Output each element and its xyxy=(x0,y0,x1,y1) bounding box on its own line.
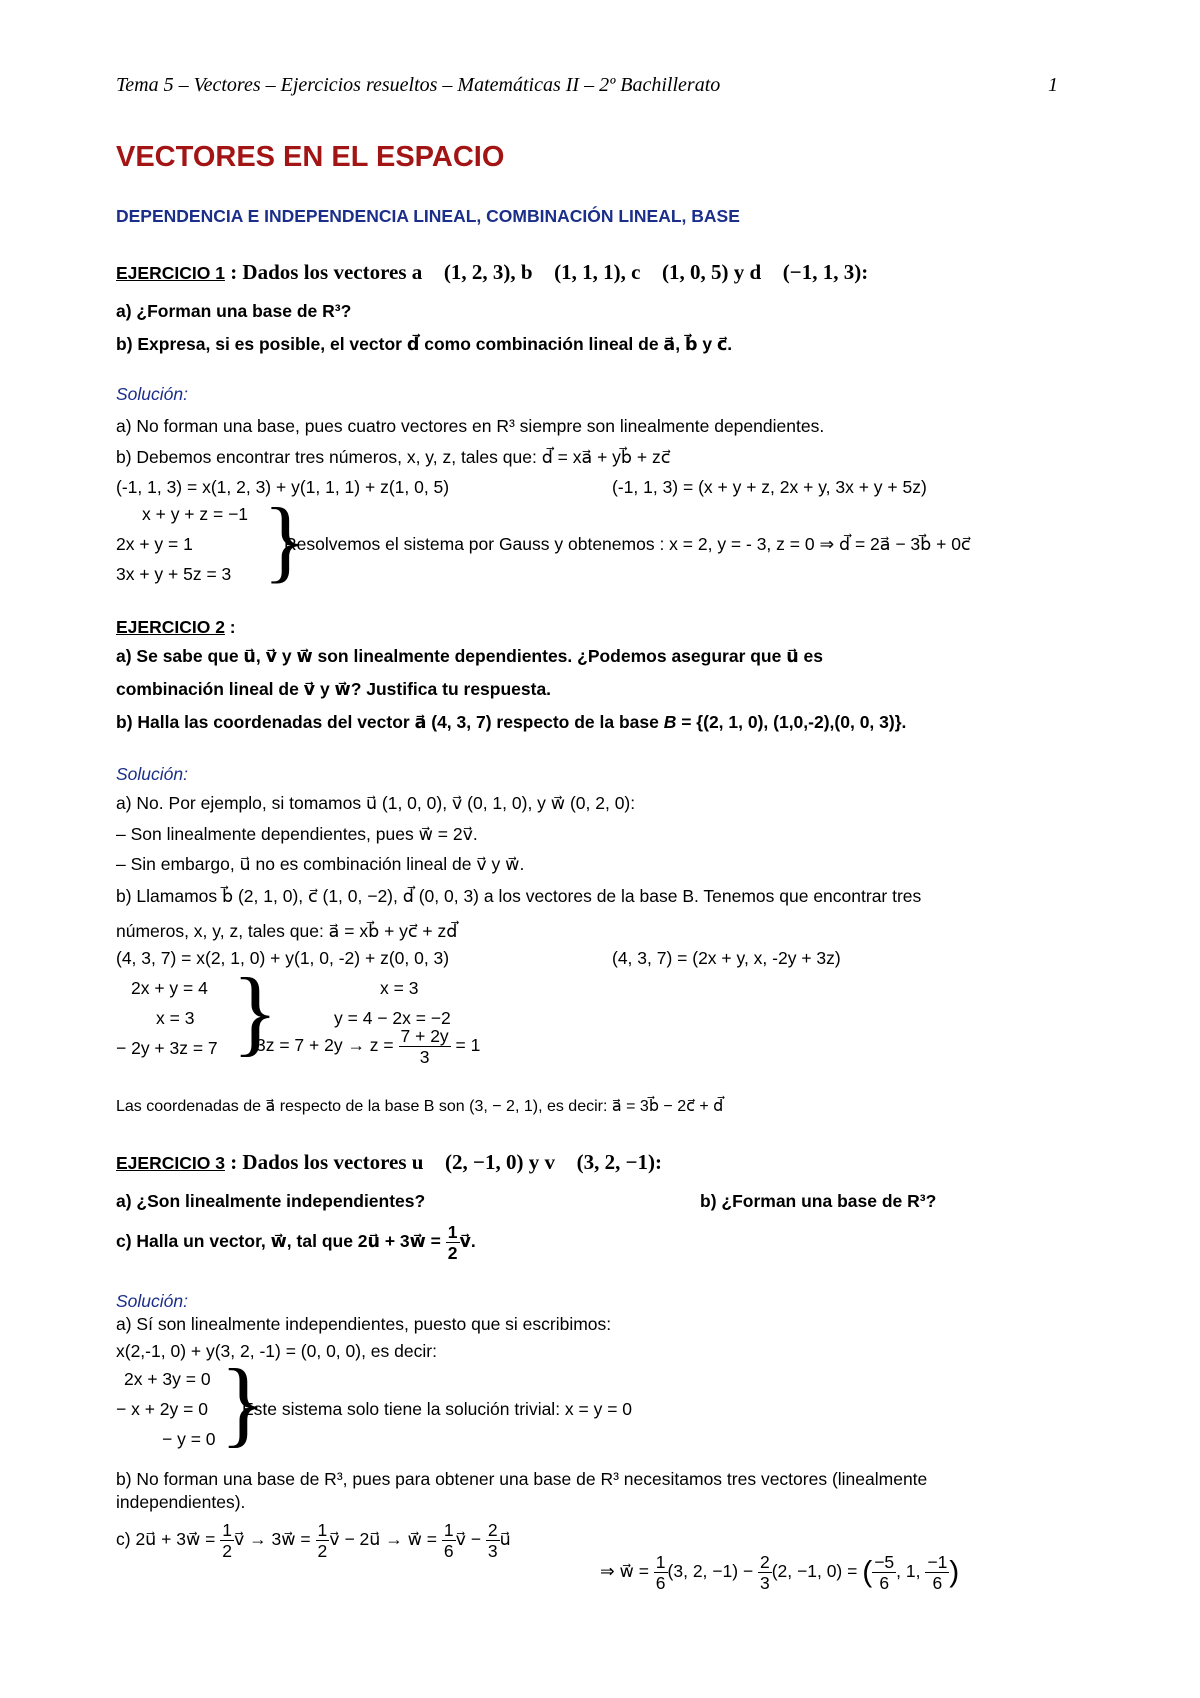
fraction-denominator: 3 xyxy=(487,1541,498,1561)
exercise-2-conclusion: Las coordenadas de a⃗ respecto de la base B son (3, − 2, 1), es decir: a⃗ = 3b⃗ − 2c⃗ + d⃗ xyxy=(116,1098,724,1115)
fraction-numerator: 1 xyxy=(317,1520,328,1540)
fraction-two-thirds xyxy=(758,1552,772,1593)
fraction-minus-one-sixth xyxy=(925,1552,949,1593)
exercise-2-system-eq1: 2x + y = 4 xyxy=(131,978,208,998)
exercise-1-question-b: b) Expresa, si es posible, el vector d⃗ como combinación lineal de a⃗, b⃗ y c⃗. xyxy=(116,334,733,354)
fraction-denominator: 3 xyxy=(760,1573,770,1593)
fraction-denominator: 6 xyxy=(879,1573,890,1593)
exercise-3-label: EJERCICIO 3 xyxy=(116,1153,225,1173)
fraction-one-sixth xyxy=(442,1520,456,1561)
exercise-1-question-a: a) ¿Forman una base de R³? xyxy=(116,301,352,321)
solution-c-part-i: , 1, xyxy=(896,1561,926,1582)
exercise-2-solution-a-line3: – Sin embargo, u⃗ no es combinación lineal de v⃗ y w⃗. xyxy=(116,854,525,874)
fraction-denominator: 2 xyxy=(447,1243,458,1263)
fraction-denominator: 3 xyxy=(419,1047,430,1067)
exercise-2-question-b-post: = {(2, 1, 0), (1,0,-2),(0, 0, 3)}. xyxy=(676,712,907,732)
exercise-1-solution-b: b) Debemos encontrar tres números, x, y, z, tales que: d⃗ = xa⃗ + yb⃗ + zc⃗ xyxy=(116,447,671,467)
exercise-2-label: EJERCICIO 2 xyxy=(116,617,225,637)
exercise-1-system-result: Resolvemos el sistema por Gauss y obtenemos : x = 2, y = - 3, z = 0 ⇒ d⃗ = 2a⃗ − 3b⃗ + 0c⃗ xyxy=(284,534,971,554)
exercise-3-solution-b-line2: independientes). xyxy=(116,1492,246,1512)
fraction-numerator: 2 xyxy=(760,1552,770,1572)
fraction-denominator: 2 xyxy=(222,1541,232,1561)
fraction-numerator: −1 xyxy=(927,1552,948,1572)
fraction-denominator: 6 xyxy=(932,1573,943,1593)
fraction-one-sixth xyxy=(654,1552,668,1593)
exercise-3-system-eq1: 2x + 3y = 0 xyxy=(124,1369,211,1389)
fraction-numerator: 2 xyxy=(487,1520,498,1540)
fraction-one-half xyxy=(316,1520,330,1561)
exercise-2-result-z-fraction xyxy=(399,1026,451,1067)
exercise-2-solution-a-line2: – Son linealmente dependientes, pues w⃗ = 2v⃗. xyxy=(116,824,478,844)
exercise-1-label: EJERCICIO 1 xyxy=(116,263,225,283)
fraction-numerator: 1 xyxy=(222,1520,232,1540)
running-header: Tema 5 – Vectores – Ejercicios resueltos – Matemáticas II – 2º Bachillerato xyxy=(116,74,721,96)
fraction-numerator: 1 xyxy=(447,1222,458,1242)
exercise-2-colon: : xyxy=(224,617,236,637)
exercise-2-result-z xyxy=(256,1026,480,1067)
solution-c-part-b: v⃗ → 3w⃗ = xyxy=(233,1529,316,1550)
exercise-3-question-c-fraction xyxy=(446,1222,460,1263)
fraction-numerator: 1 xyxy=(655,1552,666,1572)
exercise-2-result-z-post: = 1 xyxy=(450,1035,481,1056)
fraction-denominator: 6 xyxy=(655,1573,666,1593)
exercise-3-solution-label: Solución: xyxy=(116,1291,188,1311)
exercise-3-solution-c-result xyxy=(600,1552,959,1593)
paren-close: ) xyxy=(949,1555,960,1589)
exercise-1-system-eq2: 2x + y = 1 xyxy=(116,534,193,554)
exercise-1-system-eq3: 3x + y + 5z = 3 xyxy=(116,564,232,584)
solution-c-part-h: (2, −1, 0) = xyxy=(771,1561,863,1582)
fraction-denominator: 6 xyxy=(443,1541,454,1561)
exercise-2-solution-b-line1: b) Llamamos b⃗ (2, 1, 0), c⃗ (1, 0, −2), d⃗ (0, 0, 3) a los vectores de la base B. Tenemos que encontrar tres xyxy=(116,886,922,906)
exercise-2-solution-a-line1: a) No. Por ejemplo, si tomamos u⃗ (1, 0, 0), v⃗ (0, 1, 0), y w⃗ (0, 2, 0): xyxy=(116,793,636,813)
exercise-3-solution-a-line1: a) Sí son linealmente independientes, puesto que si escribimos: xyxy=(116,1314,612,1334)
exercise-3-question-c-post: v⃗. xyxy=(459,1231,476,1252)
exercise-1-equation-left: (-1, 1, 3) = x(1, 2, 3) + y(1, 1, 1) + z(1, 0, 5) xyxy=(116,477,450,497)
exercise-3-question-a: a) ¿Son linealmente independientes? xyxy=(116,1191,426,1211)
exercise-3-heading xyxy=(116,1151,662,1174)
exercise-3-system-eq2: − x + 2y = 0 xyxy=(116,1399,208,1419)
exercise-1-heading xyxy=(116,261,868,284)
exercise-1-solution-a: a) No forman una base, pues cuatro vectores en R³ siempre son linealmente dependientes. xyxy=(116,416,825,436)
fraction-minus-five-sixths xyxy=(872,1552,896,1593)
exercise-2-result-x: x = 3 xyxy=(380,978,419,998)
exercise-2-solution-b-line2: números, x, y, z, tales que: a⃗ = xb⃗ + yc⃗ + zd⃗ xyxy=(116,921,458,941)
fraction-numerator: 7 + 2y xyxy=(400,1026,449,1046)
fraction-one-half xyxy=(220,1520,234,1561)
exercise-2-solution-label: Solución: xyxy=(116,764,188,784)
exercise-2-heading xyxy=(116,616,236,638)
exercise-2-system-eq2: x = 3 xyxy=(156,1008,195,1028)
exercise-1-system-eq1: x + y + z = −1 xyxy=(142,504,249,524)
fraction-two-thirds xyxy=(486,1520,500,1561)
exercise-3-question-c-pre: c) Halla un vector, w⃗, tal que 2u⃗ + 3w⃗ = xyxy=(116,1231,446,1252)
exercise-2-question-b xyxy=(116,711,906,733)
exercise-1-equation-right: (-1, 1, 3) = (x + y + z, 2x + y, 3x + y + 5z) xyxy=(612,477,927,497)
exercise-2-question-a-line2: combinación lineal de v⃗ y w⃗? Justifica tu respuesta. xyxy=(116,679,552,699)
exercise-2-equation-right: (4, 3, 7) = (2x + y, x, -2y + 3z) xyxy=(612,948,841,968)
exercise-3-system-result: Este sistema solo tiene la solución trivial: x = y = 0 xyxy=(242,1399,633,1419)
solution-c-part-g: (3, 2, −1) − xyxy=(667,1561,758,1582)
solution-c-part-d: v⃗ − xyxy=(455,1529,486,1550)
exercise-2-result-z-pre: 3z = 7 + 2y → z = xyxy=(256,1035,399,1056)
exercise-3-system-brace: } xyxy=(220,1349,267,1456)
exercise-3-statement: : Dados los vectores u⃗ (2, −1, 0) y v⃗ (3, 2, −1): xyxy=(224,1150,663,1174)
page-title: VECTORES EN EL ESPACIO xyxy=(116,141,505,173)
section-subtitle: DEPENDENCIA E INDEPENDENCIA LINEAL, COMBINACIÓN LINEAL, BASE xyxy=(116,206,740,226)
exercise-2-system-eq3: − 2y + 3z = 7 xyxy=(116,1038,218,1058)
fraction-numerator: −5 xyxy=(874,1552,895,1572)
exercise-3-question-b: b) ¿Forman una base de R³? xyxy=(700,1191,937,1211)
exercise-3-system-eq3: − y = 0 xyxy=(162,1429,216,1449)
page-number: 1 xyxy=(1048,74,1058,96)
exercise-3-question-c xyxy=(116,1222,476,1263)
fraction-numerator: 1 xyxy=(443,1520,454,1540)
exercise-1-statement: : Dados los vectores a⃗ (1, 2, 3), b⃗ (1, 1, 1), c⃗ (1, 0, 5) y d⃗ (−1, 1, 3): xyxy=(224,260,869,284)
exercise-2-question-b-pre: b) Halla las coordenadas del vector a⃗ (4, 3, 7) respecto de la base xyxy=(116,712,664,732)
exercise-2-system-brace: } xyxy=(232,958,279,1065)
fraction-denominator: 2 xyxy=(317,1541,328,1561)
exercise-3-solution-c xyxy=(116,1520,511,1561)
exercise-2-question-a-line1: a) Se sabe que u⃗, v⃗ y w⃗ son linealmente dependientes. ¿Podemos asegurar que u⃗ es xyxy=(116,646,824,666)
exercise-2-result-y: y = 4 − 2x = −2 xyxy=(334,1008,451,1028)
exercise-2-equation-left: (4, 3, 7) = x(2, 1, 0) + y(1, 0, -2) + z(0, 0, 3) xyxy=(116,948,450,968)
exercise-2-question-b-basis-symbol: B xyxy=(663,712,677,732)
solution-c-part-a: c) 2u⃗ + 3w⃗ = xyxy=(116,1529,221,1550)
exercise-3-solution-a-line2: x(2,-1, 0) + y(3, 2, -1) = (0, 0, 0), es decir: xyxy=(116,1341,437,1361)
exercise-1-solution-label: Solución: xyxy=(116,384,188,404)
paren-open: ( xyxy=(862,1555,873,1589)
exercise-1-system-brace: } xyxy=(263,489,308,591)
exercise-3-solution-b-line1: b) No forman una base de R³, pues para obtener una base de R³ necesitamos tres vectores (linealmente xyxy=(116,1469,928,1489)
solution-c-part-e: u⃗ xyxy=(499,1529,511,1550)
solution-c-part-f: ⇒ w⃗ = xyxy=(600,1561,654,1582)
solution-c-part-c: v⃗ − 2u⃗ → w⃗ = xyxy=(329,1529,442,1550)
